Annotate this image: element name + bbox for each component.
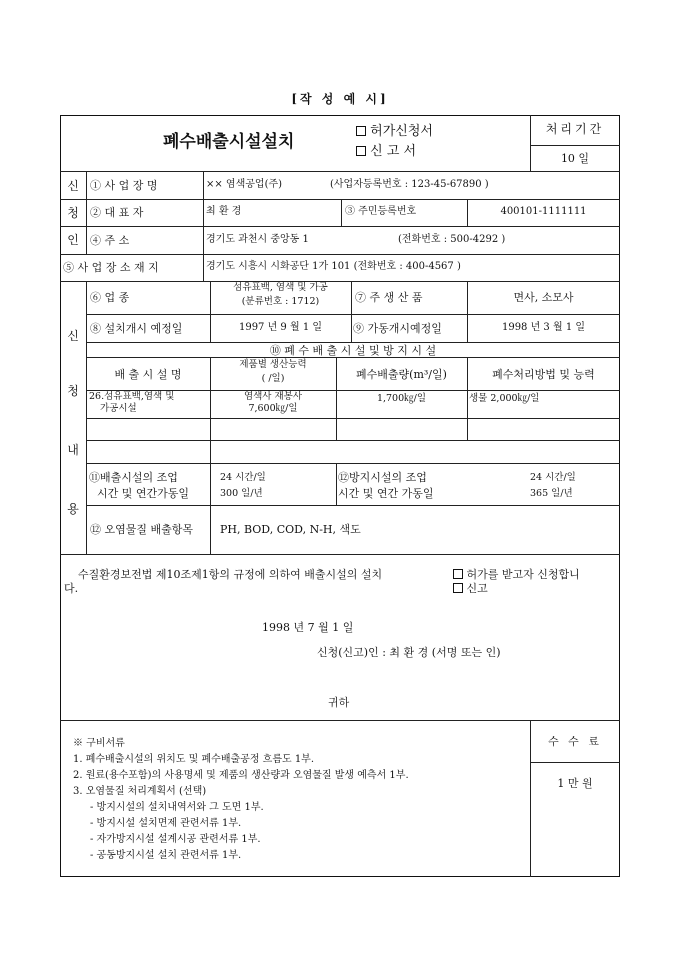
statement-text-2: 다. xyxy=(64,582,79,595)
statement-option-report-label: 신고 xyxy=(466,582,488,595)
statement-report-checkbox[interactable] xyxy=(453,583,463,593)
prev-hours-value: 24 시간/일 xyxy=(530,472,576,483)
rep-label: ② 대 표 자 xyxy=(90,206,144,219)
section-content-1: 신 xyxy=(67,329,79,343)
option-permit-label: 허가신청서 xyxy=(370,124,433,139)
site-value: 경기도 시흥시 시화공단 1가 101 (전화번호 : 400-4567 ) xyxy=(206,261,461,272)
prev-hours-label-2: 시간 및 연간 가동일 xyxy=(338,487,434,500)
row-facility-name: 26.섬유표백,염색 및 xyxy=(89,391,175,402)
section-content-2: 청 xyxy=(67,384,79,398)
idno-value: 400101-1111111 xyxy=(500,206,587,217)
option-report[interactable] xyxy=(356,145,416,158)
doc-item-6: - 자가방지시설 설계시공 관련서류 1부. xyxy=(90,834,261,845)
facility-section-title: ⑩ 폐 수 배 출 시 설 및 방 지 시 설 xyxy=(269,344,437,357)
col-discharge-header: 폐수배출량(m³/일) xyxy=(356,368,447,381)
statement-option-report[interactable] xyxy=(453,583,488,594)
op-hours-label-2: 시간 및 연간가동일 xyxy=(97,487,190,500)
addr-tel-value: (전화번호 : 500-4292 ) xyxy=(398,234,506,245)
applicant-signature-line: 신청(신고)인 : 최 환 경 (서명 또는 인) xyxy=(317,646,501,659)
col-facility-header: 배 출 시 설 명 xyxy=(114,368,182,381)
idno-label: ③ 주민등록번호 xyxy=(345,206,417,217)
biz-regno-value: (사업자등록번호 : 123-45-67890 ) xyxy=(330,179,489,190)
col-capacity-unit: ( /일) xyxy=(261,373,285,384)
statement-text: 수질환경보전법 제10조제1항의 규정에 의하여 배출시설의 설치 xyxy=(78,568,383,581)
form-title: 폐수배출시설설치 xyxy=(163,132,295,152)
operate-date-value: 1998 년 3 월 1 일 xyxy=(501,322,586,333)
permit-checkbox[interactable] xyxy=(356,126,366,136)
fee-value: 1 만 원 xyxy=(557,777,593,790)
site-label: ⑤ 사 업 장 소 재 지 xyxy=(63,261,159,274)
statement-option-permit[interactable] xyxy=(453,569,580,580)
statement-permit-checkbox[interactable] xyxy=(453,569,463,579)
product-value: 면사, 소모사 xyxy=(513,291,574,304)
doc-item-5: - 방지시설 설치면제 관련서류 1부. xyxy=(90,818,242,829)
doc-item-7: - 공동방지시설 설치 관련서류 1부. xyxy=(90,850,242,861)
doc-item-3: 3. 오염물질 처리계획서 (선택) xyxy=(73,786,207,797)
statement-option-permit-label: 허가를 받고자 신청합니 xyxy=(466,568,580,581)
application-date: 1998 년 7 월 1 일 xyxy=(262,621,354,634)
industry-value: 섬유표백, 염색 및 가공 xyxy=(233,282,328,293)
row-capacity-amount: 7,600㎏/일 xyxy=(248,403,298,414)
prev-hours-label: ⑫방지시설의 조업 xyxy=(338,471,427,484)
report-checkbox[interactable] xyxy=(356,146,366,156)
doc-item-4: - 방지시설의 설치내역서와 그 도면 1부. xyxy=(90,802,264,813)
row-facility-name-2: 가공시설 xyxy=(100,403,137,414)
option-report-label: 신 고 서 xyxy=(370,144,417,159)
op-days-value: 300 일/년 xyxy=(220,488,263,499)
pollutant-label: ⑫ 오염물질 배출항목 xyxy=(90,523,194,536)
section-applicant-1: 신 xyxy=(67,179,79,193)
industry-label: ⑥ 업 종 xyxy=(90,291,130,304)
doc-item-2: 2. 원료(용수포함)의 사용명세 및 제품의 생산량과 오염물질 발생 예측서 1부. xyxy=(73,770,409,781)
product-label: ⑦ 주 생 산 품 xyxy=(355,291,423,304)
rep-value: 최 환 경 xyxy=(206,206,242,217)
row-capacity: 염색사 재봉사 xyxy=(243,391,303,402)
processing-period-label: 처리기간 xyxy=(545,122,605,136)
pollutant-value: PH, BOD, COD, N-H, 색도 xyxy=(220,523,361,536)
col-treatment-header: 폐수처리방법 및 능력 xyxy=(492,368,595,381)
industry-code: (분류번호 : 1712) xyxy=(241,296,320,307)
example-title: [작 성 예 시] xyxy=(291,92,389,106)
section-applicant-3: 인 xyxy=(67,233,79,247)
operate-date-label: ⑨ 가동개시예정일 xyxy=(353,322,442,335)
fee-label: 수 수 료 xyxy=(548,735,602,748)
biz-name-label: ① 사 업 장 명 xyxy=(90,179,158,192)
recipient: 귀하 xyxy=(328,696,350,709)
install-date-label: ⑧ 설치개시 예정일 xyxy=(90,322,183,335)
option-permit[interactable] xyxy=(356,125,433,138)
addr-label: ④ 주 소 xyxy=(90,234,130,247)
section-content-4: 용 xyxy=(67,502,79,516)
op-hours-label: ⑪배출시설의 조업 xyxy=(89,471,178,484)
row-discharge: 1,700㎏/일 xyxy=(376,393,427,404)
doc-item-1: 1. 폐수배출시설의 위치도 및 폐수배출공정 흐름도 1부. xyxy=(73,754,315,765)
op-hours-value: 24 시간/일 xyxy=(220,472,266,483)
biz-name-value: ×× 염색공업(주) xyxy=(206,179,283,190)
docs-title: ※ 구비서류 xyxy=(73,738,125,749)
section-applicant-2: 청 xyxy=(67,206,79,220)
processing-period-value: 10 일 xyxy=(560,152,590,165)
prev-days-value: 365 일/년 xyxy=(530,488,573,499)
col-capacity-header: 제품별 생산능력 xyxy=(239,359,307,370)
row-treatment: 생물 2,000㎏/일 xyxy=(469,393,540,404)
addr-value: 경기도 과천시 중앙동 1 xyxy=(206,234,309,245)
install-date-value: 1997 년 9 월 1 일 xyxy=(238,322,323,333)
section-content-3: 내 xyxy=(67,443,79,457)
